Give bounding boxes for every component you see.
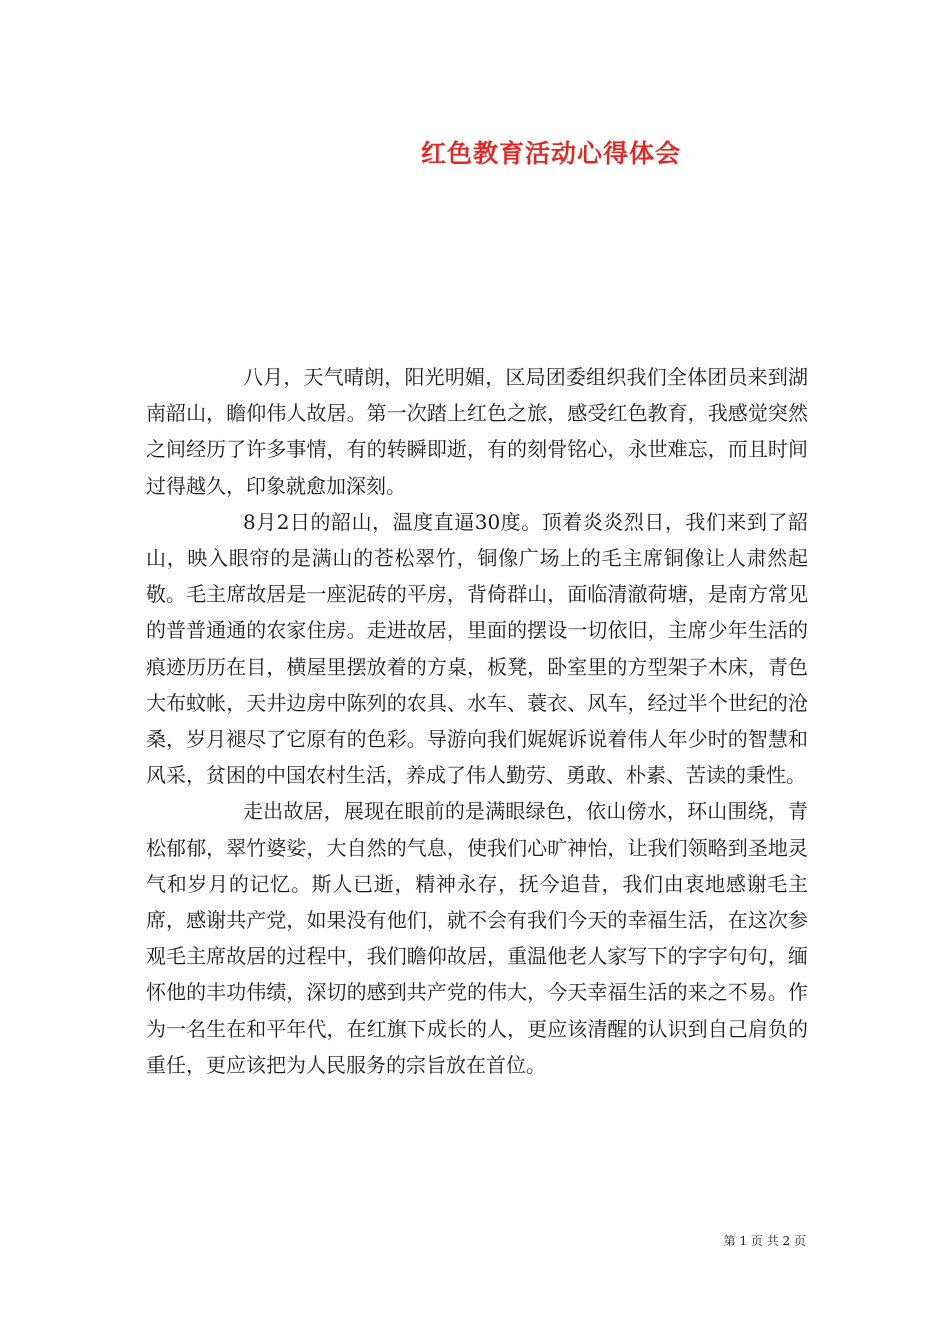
document-title: 红色教育活动心得体会 (420, 139, 681, 168)
paragraph-3: 走出故居，展现在眼前的是满眼绿色，依山傍水，环山围绕，青松郁郁，翠竹婆娑，大自然的气息，使我们心旷神怡，让我们领略到圣地灵气和岁月的记忆。斯人已逝，精神永存，抚今追昔，我们由衷地感谢毛主席，感谢共产党，如果没有他们，就不会有我们今天的幸福生活，在这次参观毛主席故居的过程中，我们瞻仰故居，重温他老人家写下的字字句句，缅怀他的丰功伟绩，深切的感到共产党的伟大，今天幸福生活的来之不易。作为一名生在和平年代，在红旗下成长的人，更应该清醒的认识到自己肩负的重任，更应该把为人民服务的宗旨放在首位。 (146, 799, 808, 1077)
paragraph-2: 8月2日的韶山，温度直逼30度。顶着炎炎烈日，我们来到了韶山，映入眼帘的是满山的苍松翠竹，铜像广场上的毛主席铜像让人肃然起敬。毛主席故居是一座泥砖的平房，背倚群山，面临清澈荷塘，是南方常见的普普通通的农家住房。走进故居，里面的摆设一切依旧，主席少年生活的痕迹历历在目，横屋里摆放着的方桌，板凳，卧室里的方型架子木床，青色大布蚊帐，天井边房中陈列的农具、水车、蓑衣、风车，经过半个世纪的沧桑，岁月褪尽了它原有的色彩。导游向我们娓娓诉说着伟人年少时的智慧和风采，贫困的中国农村生活，养成了伟人勤劳、勇敢、朴素、苦读的秉性。 (146, 509, 808, 788)
paragraph-1: 八月，天气晴朗，阳光明媚，区局团委组织我们全体团员来到湖南韶山，瞻仰伟人故居。第一次踏上红色之旅，感受红色教育，我感觉突然之间经历了许多事情，有的转瞬即逝，有的刻骨铭心，永世难忘，而且时间过得越久，印象就愈加深刻。 (146, 365, 808, 498)
page-number-footer: 第 1 页 共 2 页 (723, 1234, 806, 1248)
document-body (146, 359, 808, 1083)
